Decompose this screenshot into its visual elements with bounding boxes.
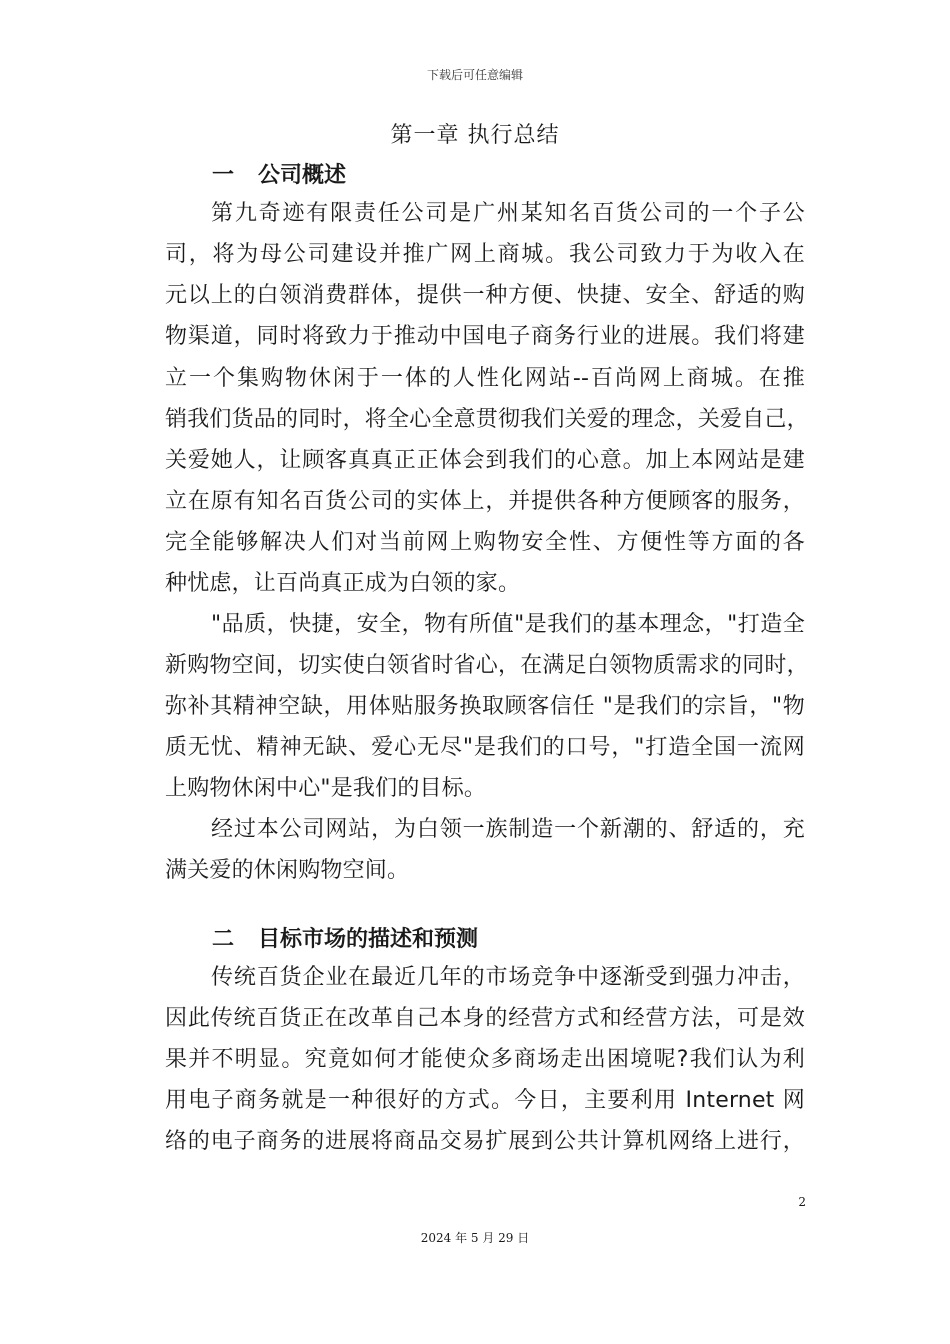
text-line: 质无忧、精神无缺、爱心无尽"是我们的口号，"打造全国一流网 [165,735,805,760]
text-line: 弥补其精神空缺，用体贴服务换取顾客信任 "是我们的宗旨，"物 [165,694,805,719]
text-line: 新购物空间，切实使白领省时省心，在满足白领物质需求的同时， [165,653,809,678]
footer-date: 2024 年 5 月 29 日 [420,1231,530,1245]
text-line: 传统百货企业在最近几年的市场竞争中逐渐受到强力冲击， [211,965,805,990]
text-line: 种忧虑，让百尚真正成为白领的家。 [165,571,521,596]
text-line: 经过本公司网站，为白领一族制造一个新潮的、舒适的，充 [211,817,805,842]
section-number: 一 [212,163,235,188]
text-line: 关爱她人，让顾客真真正正体会到我们的心意。加上本网站是建 [165,448,805,473]
text-line: 完全能够解决人们对当前网上购物安全性、方便性等方面的各 [165,530,805,555]
text-line: 物渠道，同时将致力于推动中国电子商务行业的进展。我们将建 [165,324,805,349]
text-line: 络的电子商务的进展将商品交易扩展到公共计算机网络上进行， [165,1129,805,1154]
text-line: 立一个集购物休闲于一体的人性化网站--百尚网上商城。在推 [165,366,805,391]
text-line: 销我们货品的同时，将全心全意贯彻我们关爱的理念，关爱自己， [165,407,809,432]
text-line: 果并不明显。究竟如何才能使众多商场走出困境呢?我们认为利 [165,1047,805,1072]
section-number: 二 [212,927,235,952]
section-title: 目标市场的描述和预测 [258,927,479,952]
text-line: 上购物休闲中心"是我们的目标。 [165,776,487,801]
text-line: 用电子商务就是一种很好的方式。今日，主要利用 Internet 网 [165,1088,805,1113]
section-heading-target-market [212,922,478,953]
text-line: 第九奇迹有限责任公司是广州某知名百货公司的一个子公 [211,201,805,226]
text-line: 满关爱的休闲购物空间。 [165,858,410,883]
text-line: 元以上的白领消费群体，提供一种方便、快捷、安全、舒适的购 [165,283,805,308]
text-line: 因此传统百货正在改革自己本身的经营方式和经营方法，可是效 [165,1006,805,1031]
text-line: 司，将为母公司建设并推广网上商城。我公司致力于为收入在 [165,242,805,267]
page-number: 2 [798,1195,806,1209]
section-title: 公司概述 [258,163,347,188]
chapter-title: 第一章 执行总结 [390,123,560,148]
text-line: 立在原有知名百货公司的实体上，并提供各种方便顾客的服务， [165,489,805,514]
text-line: "品质，快捷，安全，物有所值"是我们的基本理念，"打造全 [211,612,805,637]
page-header: 下载后可任意编辑 [426,68,523,82]
section-heading-company-overview [212,158,346,189]
